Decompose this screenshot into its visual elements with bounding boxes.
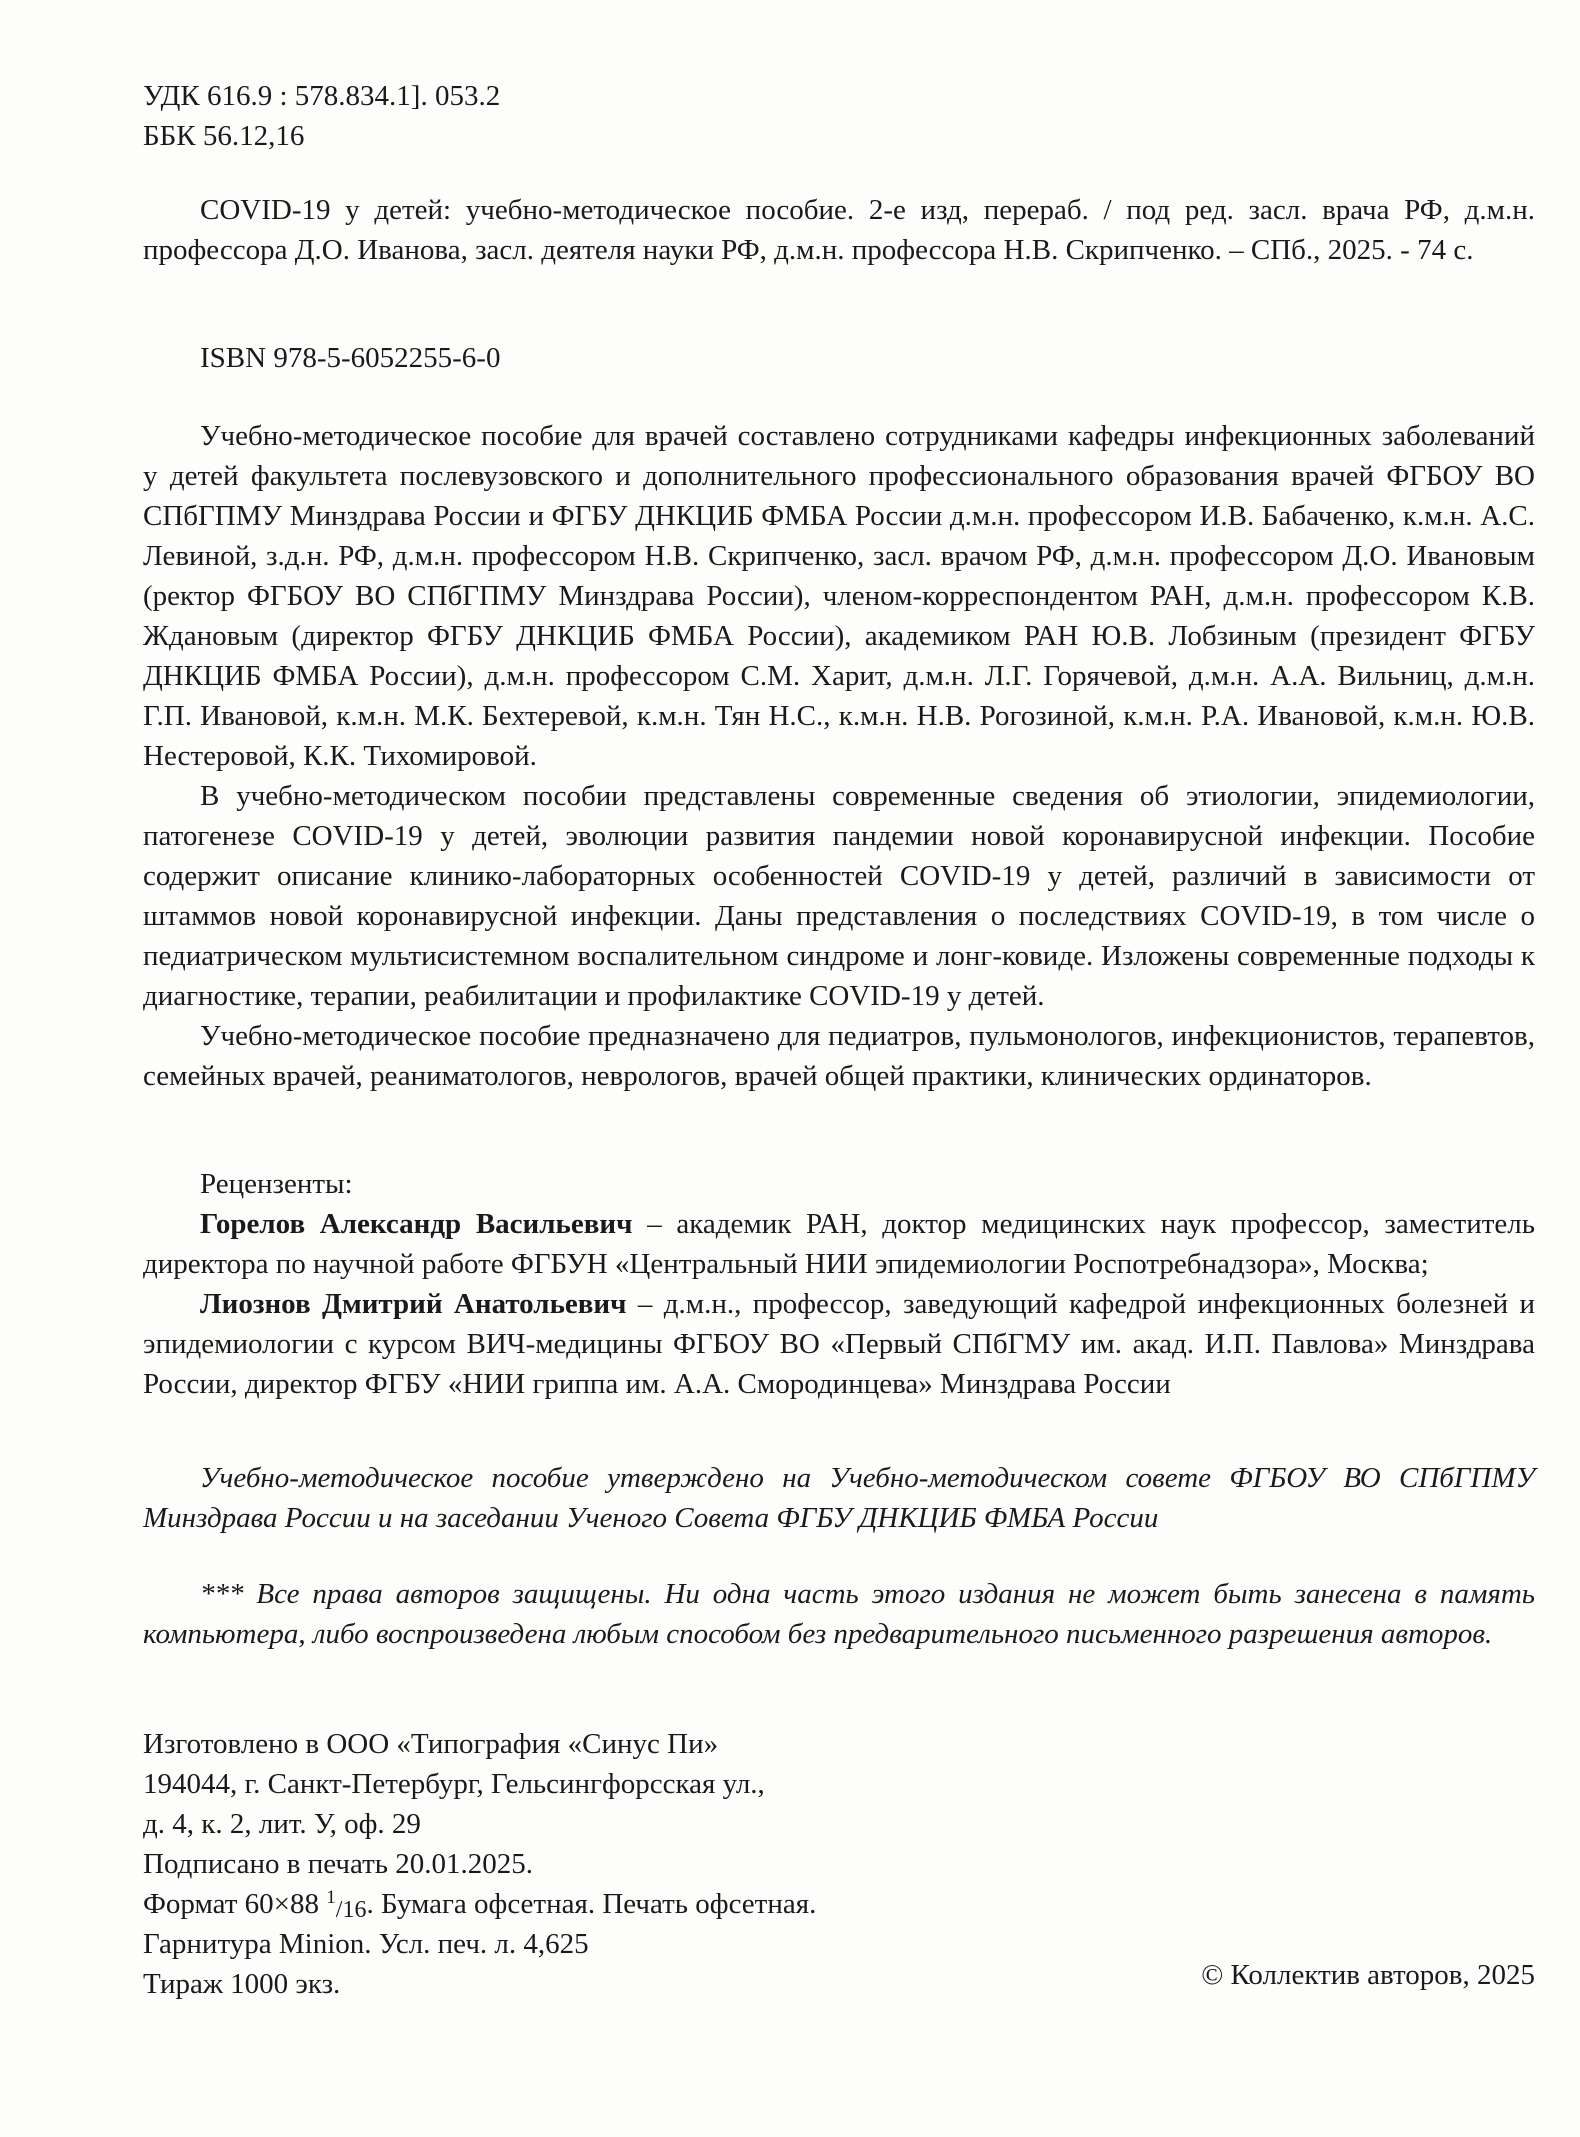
reviewers (143, 1164, 1535, 1404)
format-denominator: /16 (335, 1897, 367, 1923)
abstract-content-paragraph: В учебно-методическом пособии представлены современные сведения об этиологии, эпидемиологии, патогенезе COVID-19 у детей, эволюции развития пандемии новой коронавирусной инфекции. Пособие содержит описание клинико-лабораторных особенностей COVID-19 у детей, различий в зависимости от штаммов новой коронавирусной инфекции. Даны представления о последствиях COVID-19, в том числе о педиатрическом мультисистемном воспалительном синдроме и лонг-ковиде. Изложены современные подходы к диагностике, терапии, реабилитации и профилактике COVID-19 у детей. (143, 780, 1535, 1012)
isbn: ISBN 978-5-6052255-6-0 (200, 342, 501, 374)
udk-code: УДК 616.9 : 578.834.1]. 053.2 (143, 80, 501, 112)
abstract (143, 416, 1535, 1096)
abstract-authors-paragraph: Учебно-методическое пособие для врачей составлено сотрудниками кафедры инфекционных заболеваний у детей факультета послевузовского и дополнительного профессионального образования врачей ФГБОУ ВО СПбГПМУ Минздрава России и ФГБУ ДНКЦИБ ФМБА России д.м.н. профессором И.В. Бабаченко, к.м.н. А.С. Левиной, з.д.н. РФ, д.м.н. профессором Н.В. Скрипченко, засл. врачом РФ, д.м.н. профессором Д.О. Ивановым (ректор ФГБОУ ВО СПбГПМУ Минздрава России), членом-корреспондентом РАН, д.м.н. профессором К.В. Ждановым (директор ФГБУ ДНКЦИБ ФМБА России), академиком РАН Ю.В. Лобзиным (президент ФГБУ ДНКЦИБ ФМБА России), д.м.н. профессором С.М. Харит, д.м.н. Л.Г. Горячевой, д.м.н. А.А. Вильниц, д.м.н. Г.П. Ивановой, к.м.н. М.К. Бехтеревой, к.м.н. Тян Н.С., к.м.н. Н.В. Рогозиной, к.м.н. Р.А. Ивановой, к.м.н. Ю.В. Нестеровой, К.К. Тихомировой. (143, 420, 1535, 772)
reviewer-description: – д.м.н., профессор, заведующий кафедрой инфекционных болезней и эпидемиологии с курсом ВИЧ-медицины ФГБОУ ВО «Первый СПбГМУ им. акад. И.П. Павлова» Минздрава России, директор ФГБУ «НИИ гриппа им. А.А. Смородинцева» Минздрава России (143, 1288, 1536, 1400)
format-suffix: . Бумага офсетная. Печать офсетная. (366, 1888, 817, 1920)
approval-note: Учебно-методическое пособие утверждено на Учебно-методическом совете ФГБОУ ВО СПбГПМУ Минздрава России и на заседании Ученого Совета ФГБУ ДНКЦИБ ФМБА России (143, 1462, 1535, 1534)
imprint-printer: Изготовлено в ООО «Типография «Синус Пи» (143, 1728, 719, 1760)
reviewers-heading: Рецензенты: (200, 1168, 353, 1200)
imprint-address: 194044, г. Санкт-Петербург, Гельсингфорсская ул., (143, 1768, 765, 1800)
imprint-signed-date: Подписано в печать 20.01.2025. (143, 1848, 533, 1880)
rights-notice: *** Все права авторов защищены. Ни одна часть этого издания не может быть занесена в память компьютера, либо воспроизведена любым способом без предварительного письменного разрешения авторов. (143, 1578, 1535, 1650)
classification-codes (143, 76, 1535, 156)
reviewer-name: Лиознов Дмитрий Анатольевич (200, 1288, 627, 1320)
reviewer-entry (143, 1204, 1535, 1284)
copyright-notice: © Коллектив авторов, 2025 (1201, 1959, 1535, 1991)
imprint-print-run: Тираж 1000 экз. (143, 1968, 341, 2000)
reviewer-entry (143, 1284, 1535, 1404)
format-prefix: Формат 60×88 (143, 1888, 327, 1920)
imprint-address-2: д. 4, к. 2, лит. У, оф. 29 (143, 1808, 421, 1840)
reviewer-description: – академик РАН, доктор медицинских наук профессор, заместитель директора по научной работе ФГБУН «Центральный НИИ эпидемиологии Роспотребнадзора», Москва; (143, 1208, 1535, 1280)
imprint-format (143, 1884, 1535, 1924)
bbk-code: ББК 56.12,16 (143, 120, 305, 152)
format-numerator: 1 (326, 1887, 336, 1908)
abstract-audience-paragraph: Учебно-методическое пособие предназначено для педиатров, пульмонологов, инфекционистов, терапевтов, семейных врачей, реаниматологов, неврологов, врачей общей практики, клинических ординаторов. (143, 1020, 1535, 1092)
imprint-typeface: Гарнитура Minion. Усл. печ. л. 4,625 (143, 1928, 589, 1960)
reviewer-name: Горелов Александр Васильевич (200, 1208, 633, 1240)
bibliographic-citation: COVID-19 у детей: учебно-методическое пособие. 2-е изд, перераб. / под ред. засл. врача РФ, д.м.н. профессора Д.О. Иванова, засл. деятеля науки РФ, д.м.н. профессора Н.В. Скрипченко. – СПб., 2025. - 74 с. (143, 194, 1535, 266)
